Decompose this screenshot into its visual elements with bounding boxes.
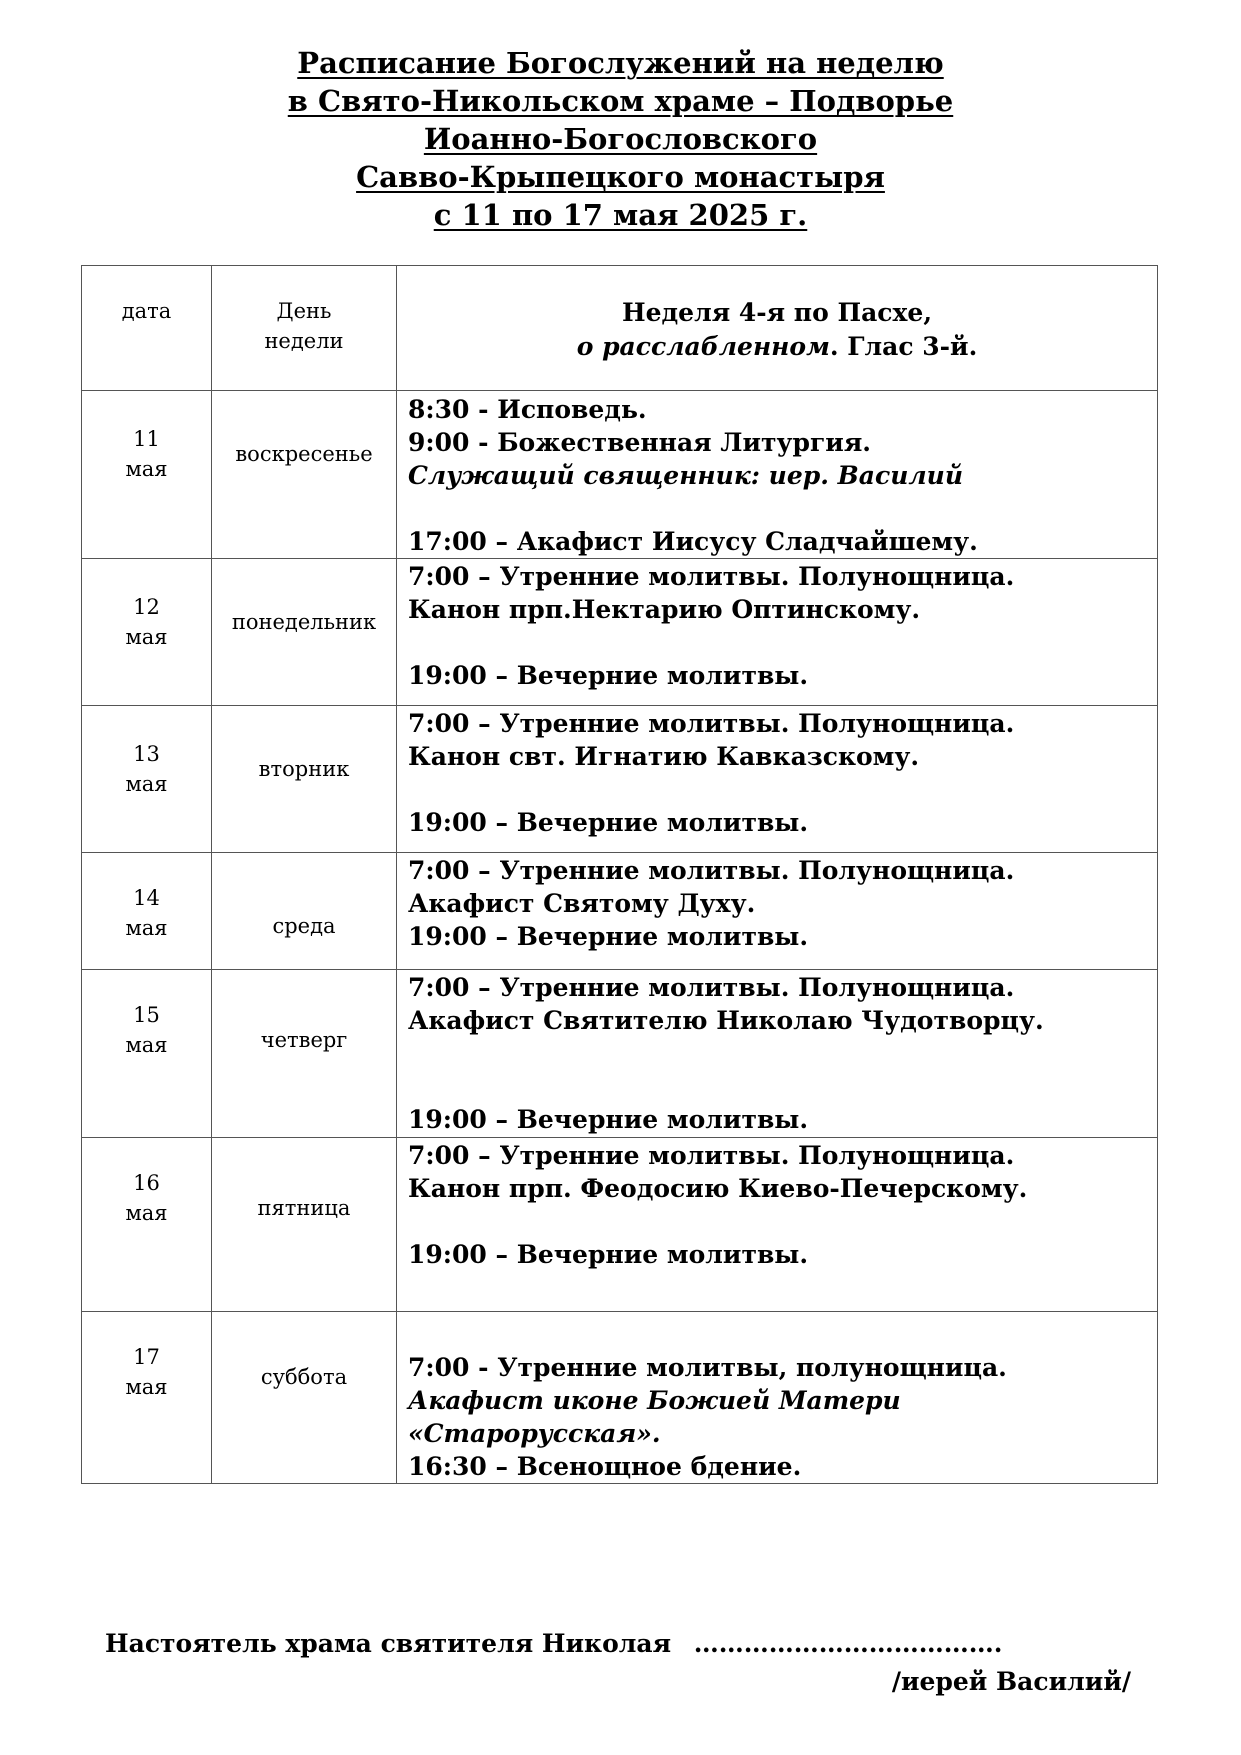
date-day-number: 16	[133, 1171, 160, 1195]
footer-dots: ……………………………….	[693, 1629, 1003, 1658]
service-spacer	[408, 1318, 1157, 1351]
table-row	[82, 970, 1158, 1138]
header-weekday-line2: недели	[264, 329, 344, 353]
services-cell	[397, 706, 1158, 853]
service-line: 19:00 – Вечерние молитвы.	[408, 661, 809, 690]
service-line: 19:00 – Вечерние молитвы.	[408, 1240, 809, 1269]
footer-signature: /иерей Василий/	[891, 1667, 1131, 1696]
services-cell	[397, 559, 1158, 706]
weekday-cell	[212, 559, 397, 706]
weekday-cell	[212, 391, 397, 559]
service-spacer	[408, 492, 1157, 525]
date-cell	[82, 970, 212, 1138]
date-month: мая	[125, 625, 168, 649]
date-cell	[82, 1312, 212, 1484]
date-cell	[82, 1138, 212, 1312]
table-header-row	[82, 266, 1158, 391]
service-line: 7:00 – Утренние молитвы. Полунощница.	[408, 709, 1015, 738]
header-date-label: дата	[121, 299, 172, 323]
date-month: мая	[125, 1375, 168, 1399]
weekday-label: суббота	[260, 1365, 348, 1389]
date-day-number: 14	[133, 886, 160, 910]
services-cell	[397, 1312, 1158, 1484]
service-line: 7:00 – Утренние молитвы. Полунощница.	[408, 562, 1015, 591]
service-line: «Старорусская».	[408, 1419, 661, 1448]
weekday-cell	[212, 1312, 397, 1484]
service-line: 9:00 - Божественная Литургия.	[408, 428, 872, 457]
date-month: мая	[125, 457, 168, 481]
weekday-cell	[212, 853, 397, 970]
weekday-label: воскресенье	[235, 442, 373, 466]
services-cell	[397, 970, 1158, 1138]
weekday-cell	[212, 970, 397, 1138]
service-spacer	[408, 1037, 1157, 1070]
services-cell	[397, 391, 1158, 559]
table-row	[82, 1312, 1158, 1484]
service-line: 19:00 – Вечерние молитвы.	[408, 808, 809, 837]
date-cell	[82, 391, 212, 559]
week-title: Неделя 4-я по Пасхе,	[621, 298, 933, 327]
footer-rector: Настоятель храма святителя Николая	[105, 1629, 672, 1658]
weekday-label: четверг	[260, 1028, 348, 1052]
service-line: 7:00 - Утренние молитвы, полунощница.	[408, 1353, 1007, 1382]
date-day-number: 13	[133, 742, 160, 766]
header-week-title	[397, 266, 1158, 391]
service-line: 7:00 – Утренние молитвы. Полунощница.	[408, 856, 1015, 885]
service-line: Канон прп. Феодосию Киево-Печерскому.	[408, 1174, 1028, 1203]
table-row	[82, 1138, 1158, 1312]
schedule-table	[81, 265, 1158, 1484]
week-subtitle	[397, 330, 1157, 364]
date-month: мая	[125, 916, 168, 940]
date-day-number: 15	[133, 1003, 160, 1027]
weekday-label: вторник	[258, 757, 350, 781]
table-row	[82, 391, 1158, 559]
week-subtitle-italic: о расслабленном	[576, 332, 830, 361]
date-month: мая	[125, 1201, 168, 1225]
service-line: 17:00 – Акафист Иисусу Сладчайшему.	[408, 527, 978, 556]
date-cell	[82, 559, 212, 706]
date-day-number: 17	[133, 1345, 160, 1369]
weekday-label: пятница	[257, 1196, 351, 1220]
table-row	[82, 706, 1158, 853]
header-date	[82, 266, 212, 391]
service-line: 16:30 – Всенощное бдение.	[408, 1452, 802, 1481]
header-weekday-line1: День	[276, 299, 332, 323]
service-line: Акафист Святому Духу.	[408, 889, 756, 918]
date-cell	[82, 706, 212, 853]
service-line: Акафист Святителю Николаю Чудотворцу.	[408, 1006, 1044, 1035]
title-line-2: в Свято-Никольском храме – Подворье	[287, 84, 954, 118]
date-day-number: 12	[133, 595, 160, 619]
service-spacer	[408, 626, 1157, 659]
document-title	[0, 44, 1241, 234]
service-line: 19:00 – Вечерние молитвы.	[408, 1105, 809, 1134]
services-cell	[397, 853, 1158, 970]
footer-rector-line	[105, 1627, 1003, 1661]
date-month: мая	[125, 772, 168, 796]
service-line: Акафист иконе Божией Матери	[408, 1386, 901, 1415]
service-line: 7:00 – Утренние молитвы. Полунощница.	[408, 973, 1015, 1002]
title-line-3: Иоанно-Богословского	[423, 122, 818, 156]
date-cell	[82, 853, 212, 970]
weekday-label: понедельник	[231, 610, 377, 634]
week-subtitle-rest: . Глас 3-й.	[829, 332, 978, 361]
service-spacer	[408, 1070, 1157, 1103]
title-line-1: Расписание Богослужений на неделю	[297, 46, 944, 80]
service-line: 19:00 – Вечерние молитвы.	[408, 922, 809, 951]
service-line: Канон свт. Игнатию Кавказскому.	[408, 742, 920, 771]
service-spacer	[408, 773, 1157, 806]
service-line: Служащий священник: иер. Василий	[408, 461, 964, 490]
weekday-cell	[212, 1138, 397, 1312]
weekday-cell	[212, 706, 397, 853]
weekday-label: среда	[272, 914, 336, 938]
table-row	[82, 853, 1158, 970]
table-row	[82, 559, 1158, 706]
service-line: 7:00 – Утренние молитвы. Полунощница.	[408, 1141, 1015, 1170]
date-day-number: 11	[133, 427, 160, 451]
title-line-5: с 11 по 17 мая 2025 г.	[433, 198, 808, 232]
header-weekday	[212, 266, 397, 391]
service-line: 8:30 - Исповедь.	[408, 395, 647, 424]
service-line: Канон прп.Нектарию Оптинскому.	[408, 595, 921, 624]
title-line-4: Савво-Крыпецкого монастыря	[356, 160, 885, 194]
services-cell	[397, 1138, 1158, 1312]
service-spacer	[408, 1205, 1157, 1238]
date-month: мая	[125, 1033, 168, 1057]
